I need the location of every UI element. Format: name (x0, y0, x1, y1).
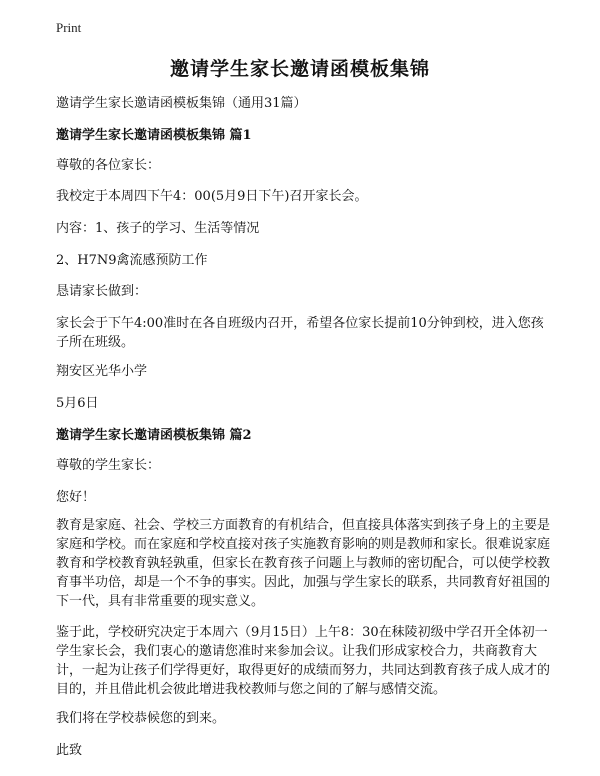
s2-paragraph-2: 鉴于此，学校研究决定于本周六（9月15日）上午8：30在秣陵初级中学召开全体初一学生家长会，我们衷心的邀请您准时来参加会议。让我们形成家校合力，共商教育大计，一起为让孩子们学得更好，取得更好的成绩而努力，共同达到教育孩子成人成才的目的，并且借此机会彼此增进我校教师与您之间的了解与感情交流。 (56, 625, 551, 697)
s1-instruction: 家长会于下午4:00准时在各自班级内召开，希望各位家长提前10分钟到校，进入您孩子所在班级。 (56, 316, 544, 350)
s1-notice: 我校定于本周四下午4：00(5月9日下午)召开家长会。 (56, 189, 368, 204)
s2-paragraph-1: 教育是家庭、社会、学校三方面教育的有机结合，但直接具体落实到孩子身上的主要是家庭和学校。而在家庭和学校直接对孩子实施教育影响的则是教师和家长。很难说家庭教育和学校教育孰轻孰重，但家长在教育孩子问题上与教师的密切配合，可以使学校教育事半功倍，却是一个不争的事实。因此，加强与学生家长的联系，共同教育好祖国的下一代，具有非常重要的现实意义。 (56, 518, 551, 609)
s1-content: 内容：1、孩子的学习、生活等情况 (56, 221, 260, 236)
s2-greeting: 您好！ (56, 490, 96, 505)
s1-request: 恳请家长做到： (56, 284, 148, 299)
section2-heading: 邀请学生家长邀请函模板集锦 篇2 (56, 428, 252, 443)
section1-heading: 邀请学生家长邀请函模板集锦 篇1 (56, 128, 252, 143)
s2-salutation: 尊敬的学生家长： (56, 458, 161, 473)
document-subtitle: 邀请学生家长邀请函模板集锦（通用31篇） (56, 96, 307, 111)
s2-paragraph-3: 我们将在学校恭候您的到来。 (56, 711, 226, 726)
print-label: Print (56, 20, 82, 35)
s1-school: 翔安区光华小学 (56, 364, 148, 379)
document-title: 邀请学生家长邀请函模板集锦 (169, 58, 430, 80)
s1-item2: 2、H7N9禽流感预防工作 (56, 253, 208, 268)
s1-salutation: 尊敬的各位家长： (56, 158, 161, 173)
s2-closing: 此致 (56, 743, 83, 758)
s1-date: 5月6日 (56, 396, 99, 411)
